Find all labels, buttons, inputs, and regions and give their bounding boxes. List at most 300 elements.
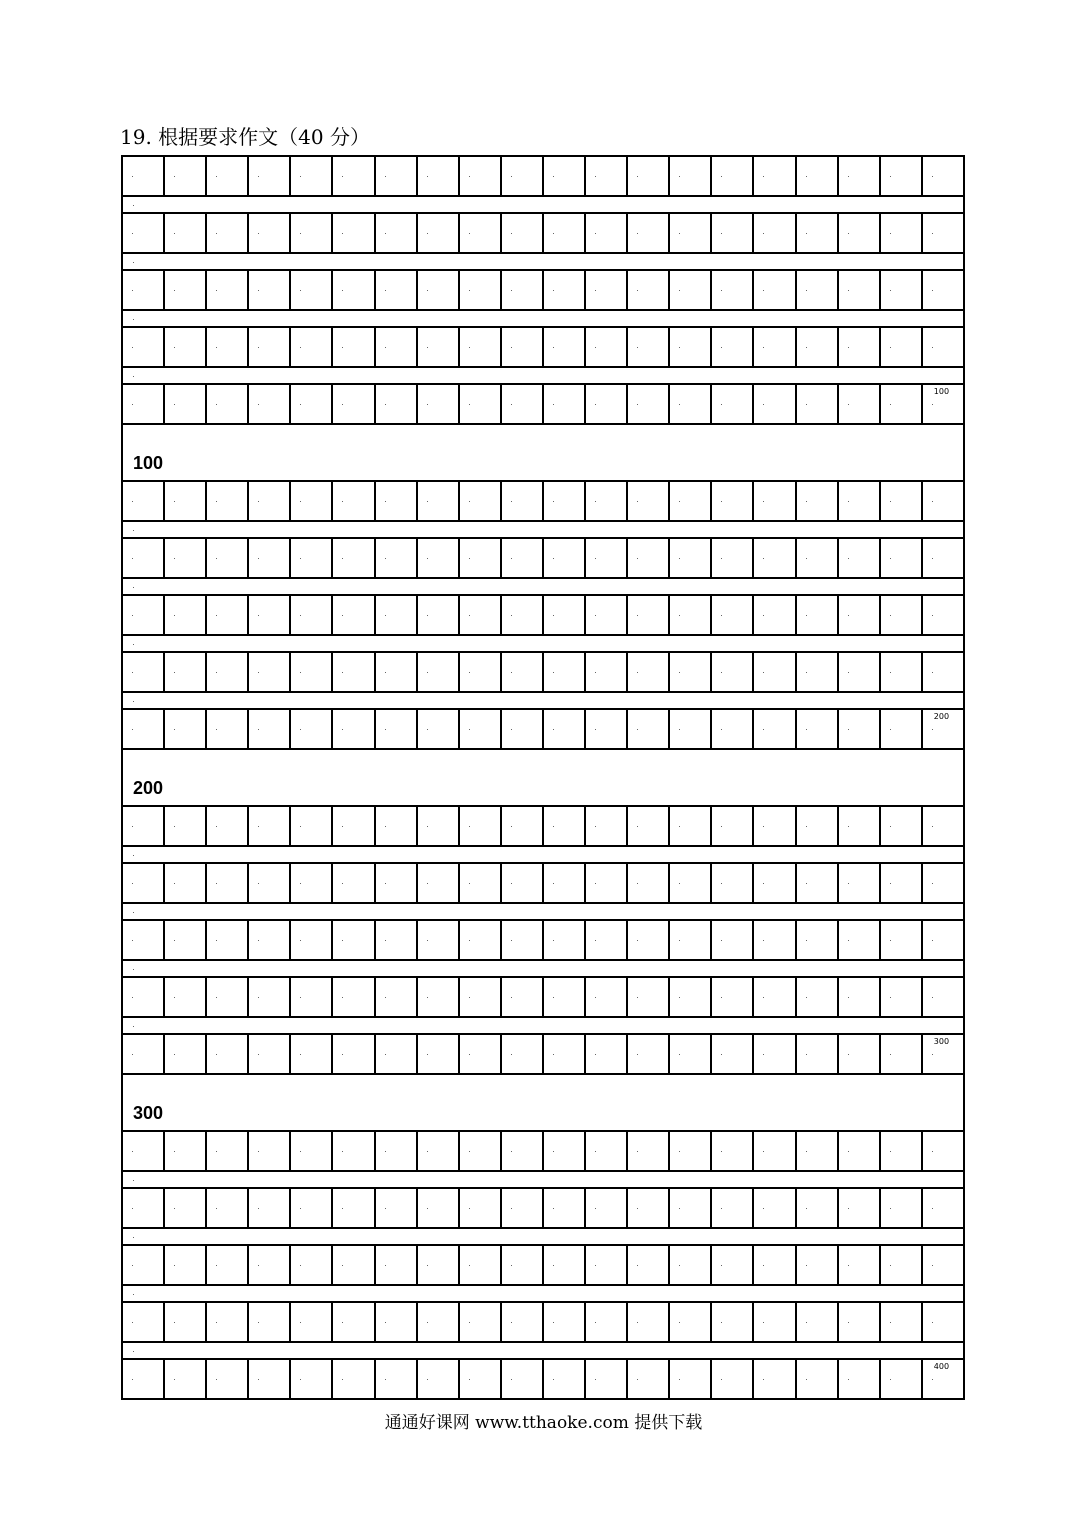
- writing-cell[interactable]: [123, 1360, 163, 1398]
- writing-cell[interactable]: [500, 328, 542, 366]
- writing-cell[interactable]: [879, 921, 921, 959]
- writing-cell[interactable]: [247, 807, 289, 845]
- writing-cell[interactable]: [626, 482, 668, 520]
- writing-cell[interactable]: [247, 1189, 289, 1227]
- writing-cell[interactable]: [163, 978, 205, 1016]
- writing-cell[interactable]: [710, 1132, 752, 1170]
- writing-cell[interactable]: [626, 214, 668, 252]
- writing-cell[interactable]: [205, 157, 247, 195]
- writing-cell[interactable]: [205, 1035, 247, 1073]
- writing-cell[interactable]: [795, 1189, 837, 1227]
- writing-cell[interactable]: [416, 1303, 458, 1341]
- writing-cell[interactable]: [752, 385, 794, 423]
- writing-cell[interactable]: [416, 214, 458, 252]
- writing-cell[interactable]: [584, 1360, 626, 1398]
- writing-cell[interactable]: [837, 1246, 879, 1284]
- writing-cell[interactable]: [795, 214, 837, 252]
- writing-cell[interactable]: [542, 482, 584, 520]
- writing-cell[interactable]: [205, 328, 247, 366]
- writing-cell[interactable]: [331, 1189, 373, 1227]
- writing-cell[interactable]: [247, 1035, 289, 1073]
- writing-cell[interactable]: [752, 1132, 794, 1170]
- writing-cell[interactable]: [458, 328, 500, 366]
- writing-cell[interactable]: [584, 328, 626, 366]
- writing-cell[interactable]: [374, 157, 416, 195]
- writing-cell[interactable]: [500, 864, 542, 902]
- writing-cell[interactable]: [374, 1132, 416, 1170]
- writing-cell[interactable]: [752, 214, 794, 252]
- writing-cell[interactable]: [331, 807, 373, 845]
- writing-cell[interactable]: [668, 1132, 710, 1170]
- writing-cell[interactable]: [289, 864, 331, 902]
- writing-cell[interactable]: [921, 328, 963, 366]
- writing-cell[interactable]: [123, 328, 163, 366]
- writing-cell[interactable]: [331, 385, 373, 423]
- writing-cell[interactable]: [626, 157, 668, 195]
- writing-cell[interactable]: [331, 596, 373, 634]
- writing-cell[interactable]: [752, 710, 794, 748]
- writing-cell[interactable]: [584, 385, 626, 423]
- writing-cell[interactable]: [374, 978, 416, 1016]
- writing-cell[interactable]: [542, 1189, 584, 1227]
- writing-cell[interactable]: [921, 1132, 963, 1170]
- writing-cell[interactable]: [584, 157, 626, 195]
- writing-cell[interactable]: [500, 157, 542, 195]
- writing-cell[interactable]: [542, 1360, 584, 1398]
- writing-cell[interactable]: [163, 1132, 205, 1170]
- writing-cell[interactable]: [123, 807, 163, 845]
- writing-cell[interactable]: [374, 710, 416, 748]
- writing-cell[interactable]: [710, 978, 752, 1016]
- writing-cell[interactable]: [626, 385, 668, 423]
- writing-cell[interactable]: [416, 539, 458, 577]
- writing-cell[interactable]: [163, 921, 205, 959]
- writing-cell[interactable]: [837, 1132, 879, 1170]
- writing-cell[interactable]: [500, 1246, 542, 1284]
- writing-cell[interactable]: [247, 1132, 289, 1170]
- writing-cell[interactable]: [879, 1303, 921, 1341]
- writing-cell[interactable]: [331, 157, 373, 195]
- writing-cell[interactable]: [416, 1189, 458, 1227]
- writing-cell[interactable]: [247, 1360, 289, 1398]
- writing-cell[interactable]: [458, 596, 500, 634]
- writing-cell[interactable]: [921, 1035, 963, 1073]
- writing-cell[interactable]: [500, 807, 542, 845]
- writing-cell[interactable]: [289, 978, 331, 1016]
- writing-cell[interactable]: [500, 921, 542, 959]
- writing-cell[interactable]: [710, 653, 752, 691]
- writing-cell[interactable]: [542, 271, 584, 309]
- writing-cell[interactable]: [626, 1303, 668, 1341]
- writing-cell[interactable]: [584, 271, 626, 309]
- writing-cell[interactable]: [584, 807, 626, 845]
- writing-cell[interactable]: [752, 271, 794, 309]
- writing-cell[interactable]: [542, 1035, 584, 1073]
- writing-cell[interactable]: [500, 385, 542, 423]
- writing-cell[interactable]: [163, 710, 205, 748]
- writing-cell[interactable]: [331, 653, 373, 691]
- writing-cell[interactable]: [668, 1246, 710, 1284]
- writing-cell[interactable]: [247, 978, 289, 1016]
- writing-cell[interactable]: [752, 1035, 794, 1073]
- writing-cell[interactable]: [584, 921, 626, 959]
- writing-cell[interactable]: [710, 271, 752, 309]
- writing-cell[interactable]: [542, 328, 584, 366]
- writing-cell[interactable]: [374, 1303, 416, 1341]
- writing-cell[interactable]: [458, 653, 500, 691]
- writing-cell[interactable]: [205, 596, 247, 634]
- writing-cell[interactable]: [123, 214, 163, 252]
- writing-cell[interactable]: [289, 157, 331, 195]
- writing-cell[interactable]: [500, 1189, 542, 1227]
- writing-cell[interactable]: [921, 807, 963, 845]
- writing-cell[interactable]: [795, 807, 837, 845]
- writing-cell[interactable]: [289, 653, 331, 691]
- writing-cell[interactable]: [584, 1189, 626, 1227]
- writing-cell[interactable]: [123, 385, 163, 423]
- writing-cell[interactable]: [668, 807, 710, 845]
- writing-cell[interactable]: [123, 157, 163, 195]
- writing-cell[interactable]: [123, 1189, 163, 1227]
- writing-cell[interactable]: [837, 864, 879, 902]
- writing-cell[interactable]: [458, 157, 500, 195]
- writing-cell[interactable]: [921, 1189, 963, 1227]
- writing-cell[interactable]: [542, 978, 584, 1016]
- writing-cell[interactable]: [879, 271, 921, 309]
- writing-cell[interactable]: [500, 653, 542, 691]
- writing-cell[interactable]: [500, 1035, 542, 1073]
- writing-cell[interactable]: [921, 482, 963, 520]
- writing-cell[interactable]: [289, 1246, 331, 1284]
- writing-cell[interactable]: [626, 921, 668, 959]
- writing-cell[interactable]: [795, 328, 837, 366]
- writing-cell[interactable]: [500, 978, 542, 1016]
- writing-cell[interactable]: [668, 710, 710, 748]
- writing-cell[interactable]: [879, 1246, 921, 1284]
- writing-cell[interactable]: [374, 807, 416, 845]
- writing-cell[interactable]: [668, 921, 710, 959]
- writing-cell[interactable]: [710, 1303, 752, 1341]
- writing-cell[interactable]: [205, 1360, 247, 1398]
- writing-cell[interactable]: [163, 1360, 205, 1398]
- writing-cell[interactable]: [205, 1246, 247, 1284]
- writing-cell[interactable]: [626, 539, 668, 577]
- writing-cell[interactable]: [752, 978, 794, 1016]
- writing-cell[interactable]: [879, 1132, 921, 1170]
- writing-cell[interactable]: [837, 539, 879, 577]
- writing-cell[interactable]: [416, 807, 458, 845]
- writing-cell[interactable]: [584, 1246, 626, 1284]
- writing-cell[interactable]: [500, 1303, 542, 1341]
- writing-cell[interactable]: [795, 539, 837, 577]
- writing-cell[interactable]: [879, 385, 921, 423]
- writing-cell[interactable]: [416, 596, 458, 634]
- writing-cell[interactable]: [500, 271, 542, 309]
- writing-cell[interactable]: [921, 214, 963, 252]
- writing-cell[interactable]: [458, 1246, 500, 1284]
- writing-cell[interactable]: [879, 1189, 921, 1227]
- writing-cell[interactable]: [668, 1035, 710, 1073]
- writing-cell[interactable]: [205, 482, 247, 520]
- writing-cell[interactable]: [500, 214, 542, 252]
- writing-cell[interactable]: [710, 1035, 752, 1073]
- writing-cell[interactable]: [921, 385, 963, 423]
- writing-cell[interactable]: [163, 328, 205, 366]
- writing-cell[interactable]: [247, 921, 289, 959]
- writing-cell[interactable]: [795, 1303, 837, 1341]
- writing-cell[interactable]: [458, 539, 500, 577]
- writing-cell[interactable]: [710, 482, 752, 520]
- writing-cell[interactable]: [921, 539, 963, 577]
- writing-cell[interactable]: [626, 653, 668, 691]
- writing-cell[interactable]: [837, 1035, 879, 1073]
- writing-cell[interactable]: [921, 157, 963, 195]
- writing-cell[interactable]: [458, 710, 500, 748]
- writing-cell[interactable]: [710, 157, 752, 195]
- writing-cell[interactable]: [879, 1360, 921, 1398]
- writing-cell[interactable]: [879, 978, 921, 1016]
- writing-cell[interactable]: [626, 1035, 668, 1073]
- writing-cell[interactable]: [416, 385, 458, 423]
- writing-cell[interactable]: [795, 1132, 837, 1170]
- writing-cell[interactable]: [205, 921, 247, 959]
- writing-cell[interactable]: [374, 596, 416, 634]
- writing-cell[interactable]: [879, 328, 921, 366]
- writing-cell[interactable]: [247, 1246, 289, 1284]
- writing-cell[interactable]: [123, 1246, 163, 1284]
- writing-cell[interactable]: [374, 864, 416, 902]
- writing-cell[interactable]: [163, 482, 205, 520]
- writing-cell[interactable]: [626, 864, 668, 902]
- writing-cell[interactable]: [331, 710, 373, 748]
- writing-cell[interactable]: [879, 653, 921, 691]
- writing-cell[interactable]: [921, 596, 963, 634]
- writing-cell[interactable]: [289, 271, 331, 309]
- writing-cell[interactable]: [374, 539, 416, 577]
- writing-cell[interactable]: [205, 539, 247, 577]
- writing-cell[interactable]: [584, 539, 626, 577]
- writing-cell[interactable]: [752, 864, 794, 902]
- writing-cell[interactable]: [331, 1246, 373, 1284]
- writing-cell[interactable]: [289, 1189, 331, 1227]
- writing-cell[interactable]: [626, 710, 668, 748]
- writing-cell[interactable]: [710, 1189, 752, 1227]
- writing-cell[interactable]: [752, 482, 794, 520]
- writing-cell[interactable]: [668, 482, 710, 520]
- writing-cell[interactable]: [795, 1360, 837, 1398]
- writing-cell[interactable]: [123, 271, 163, 309]
- writing-cell[interactable]: [879, 157, 921, 195]
- writing-cell[interactable]: [458, 385, 500, 423]
- writing-cell[interactable]: [668, 596, 710, 634]
- writing-cell[interactable]: [837, 157, 879, 195]
- writing-cell[interactable]: [247, 214, 289, 252]
- writing-cell[interactable]: [289, 1360, 331, 1398]
- writing-cell[interactable]: [921, 1246, 963, 1284]
- writing-cell[interactable]: [626, 596, 668, 634]
- writing-cell[interactable]: [752, 596, 794, 634]
- writing-cell[interactable]: [584, 482, 626, 520]
- writing-cell[interactable]: [710, 864, 752, 902]
- writing-cell[interactable]: [837, 710, 879, 748]
- writing-cell[interactable]: [542, 653, 584, 691]
- writing-cell[interactable]: [458, 482, 500, 520]
- writing-cell[interactable]: [331, 1303, 373, 1341]
- writing-cell[interactable]: [879, 539, 921, 577]
- writing-cell[interactable]: [374, 653, 416, 691]
- writing-cell[interactable]: [247, 596, 289, 634]
- writing-cell[interactable]: [542, 385, 584, 423]
- writing-cell[interactable]: [374, 1246, 416, 1284]
- writing-cell[interactable]: [710, 921, 752, 959]
- writing-cell[interactable]: [163, 864, 205, 902]
- writing-cell[interactable]: [289, 921, 331, 959]
- writing-cell[interactable]: [416, 1132, 458, 1170]
- writing-cell[interactable]: [752, 1246, 794, 1284]
- writing-cell[interactable]: [542, 807, 584, 845]
- writing-cell[interactable]: [163, 157, 205, 195]
- writing-cell[interactable]: [289, 214, 331, 252]
- writing-cell[interactable]: [163, 1189, 205, 1227]
- writing-cell[interactable]: [458, 807, 500, 845]
- writing-cell[interactable]: [374, 482, 416, 520]
- writing-cell[interactable]: [879, 710, 921, 748]
- writing-cell[interactable]: [626, 807, 668, 845]
- writing-cell[interactable]: [247, 710, 289, 748]
- writing-cell[interactable]: [668, 157, 710, 195]
- writing-cell[interactable]: [921, 978, 963, 1016]
- writing-cell[interactable]: [542, 864, 584, 902]
- writing-cell[interactable]: [837, 1189, 879, 1227]
- writing-cell[interactable]: [289, 1132, 331, 1170]
- writing-cell[interactable]: [163, 271, 205, 309]
- writing-cell[interactable]: [247, 157, 289, 195]
- writing-cell[interactable]: [331, 328, 373, 366]
- writing-cell[interactable]: [289, 710, 331, 748]
- writing-cell[interactable]: [668, 271, 710, 309]
- writing-cell[interactable]: [123, 1303, 163, 1341]
- writing-cell[interactable]: [837, 328, 879, 366]
- writing-cell[interactable]: [205, 271, 247, 309]
- writing-cell[interactable]: [289, 807, 331, 845]
- writing-cell[interactable]: [416, 921, 458, 959]
- writing-cell[interactable]: [247, 653, 289, 691]
- writing-cell[interactable]: [163, 539, 205, 577]
- writing-cell[interactable]: [163, 214, 205, 252]
- writing-cell[interactable]: [921, 710, 963, 748]
- writing-cell[interactable]: [500, 596, 542, 634]
- writing-cell[interactable]: [374, 1189, 416, 1227]
- writing-cell[interactable]: [879, 864, 921, 902]
- writing-cell[interactable]: [123, 921, 163, 959]
- writing-cell[interactable]: [247, 271, 289, 309]
- writing-cell[interactable]: [289, 1035, 331, 1073]
- writing-cell[interactable]: [163, 1303, 205, 1341]
- writing-cell[interactable]: [205, 214, 247, 252]
- writing-cell[interactable]: [752, 807, 794, 845]
- writing-cell[interactable]: [500, 1132, 542, 1170]
- writing-cell[interactable]: [374, 1360, 416, 1398]
- writing-cell[interactable]: [416, 271, 458, 309]
- writing-cell[interactable]: [458, 214, 500, 252]
- writing-cell[interactable]: [542, 921, 584, 959]
- writing-cell[interactable]: [542, 214, 584, 252]
- writing-cell[interactable]: [500, 710, 542, 748]
- writing-cell[interactable]: [123, 596, 163, 634]
- writing-cell[interactable]: [416, 482, 458, 520]
- writing-cell[interactable]: [374, 214, 416, 252]
- writing-cell[interactable]: [500, 1360, 542, 1398]
- writing-cell[interactable]: [205, 1303, 247, 1341]
- writing-cell[interactable]: [752, 921, 794, 959]
- writing-cell[interactable]: [331, 978, 373, 1016]
- writing-cell[interactable]: [458, 978, 500, 1016]
- writing-cell[interactable]: [710, 539, 752, 577]
- writing-cell[interactable]: [123, 539, 163, 577]
- writing-cell[interactable]: [795, 596, 837, 634]
- writing-cell[interactable]: [374, 385, 416, 423]
- writing-cell[interactable]: [416, 1246, 458, 1284]
- writing-cell[interactable]: [710, 328, 752, 366]
- writing-cell[interactable]: [921, 921, 963, 959]
- writing-cell[interactable]: [626, 1360, 668, 1398]
- writing-cell[interactable]: [837, 1303, 879, 1341]
- writing-cell[interactable]: [205, 385, 247, 423]
- writing-cell[interactable]: [205, 864, 247, 902]
- writing-cell[interactable]: [331, 271, 373, 309]
- writing-cell[interactable]: [710, 596, 752, 634]
- writing-cell[interactable]: [163, 1035, 205, 1073]
- writing-cell[interactable]: [837, 596, 879, 634]
- writing-cell[interactable]: [123, 1132, 163, 1170]
- writing-cell[interactable]: [752, 328, 794, 366]
- writing-cell[interactable]: [710, 1246, 752, 1284]
- writing-cell[interactable]: [795, 1035, 837, 1073]
- writing-cell[interactable]: [205, 653, 247, 691]
- writing-cell[interactable]: [837, 921, 879, 959]
- writing-cell[interactable]: [584, 214, 626, 252]
- writing-cell[interactable]: [668, 1189, 710, 1227]
- writing-cell[interactable]: [795, 653, 837, 691]
- writing-cell[interactable]: [205, 807, 247, 845]
- writing-cell[interactable]: [458, 1035, 500, 1073]
- writing-cell[interactable]: [123, 864, 163, 902]
- writing-cell[interactable]: [626, 271, 668, 309]
- writing-cell[interactable]: [289, 596, 331, 634]
- writing-cell[interactable]: [752, 539, 794, 577]
- writing-cell[interactable]: [416, 864, 458, 902]
- writing-cell[interactable]: [289, 1303, 331, 1341]
- writing-cell[interactable]: [331, 921, 373, 959]
- writing-cell[interactable]: [247, 385, 289, 423]
- writing-cell[interactable]: [752, 653, 794, 691]
- writing-cell[interactable]: [163, 653, 205, 691]
- writing-cell[interactable]: [752, 1360, 794, 1398]
- writing-cell[interactable]: [879, 214, 921, 252]
- writing-cell[interactable]: [247, 864, 289, 902]
- writing-cell[interactable]: [584, 978, 626, 1016]
- writing-cell[interactable]: [879, 482, 921, 520]
- writing-cell[interactable]: [584, 1132, 626, 1170]
- writing-cell[interactable]: [668, 864, 710, 902]
- writing-cell[interactable]: [710, 710, 752, 748]
- writing-cell[interactable]: [752, 1189, 794, 1227]
- writing-cell[interactable]: [289, 385, 331, 423]
- writing-cell[interactable]: [205, 978, 247, 1016]
- writing-cell[interactable]: [710, 385, 752, 423]
- writing-cell[interactable]: [331, 214, 373, 252]
- writing-cell[interactable]: [752, 157, 794, 195]
